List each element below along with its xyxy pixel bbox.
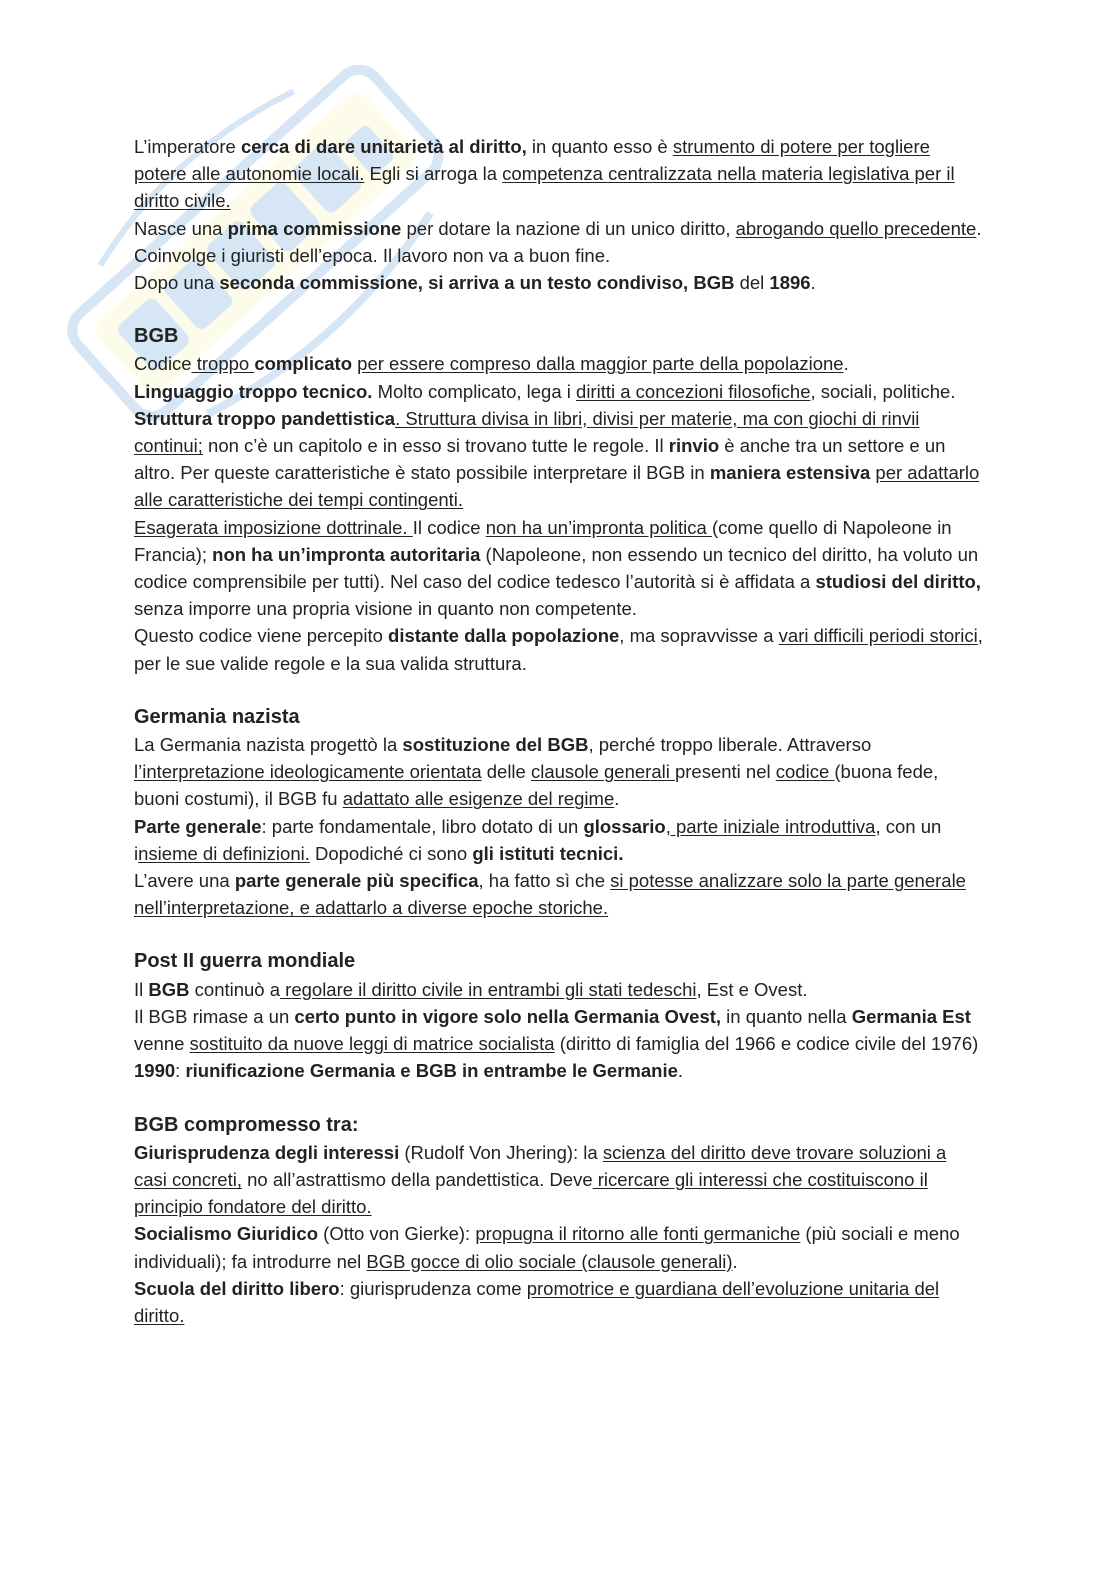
text-run: no all’astrattismo della pandettistica. Deve — [241, 1168, 593, 1190]
text-run: Egli si arroga la — [364, 163, 503, 185]
text-run: . — [677, 1060, 684, 1082]
text-run: . — [843, 353, 849, 375]
underlined-text: nsieme di definizioni. — [138, 842, 310, 864]
text-run: (Napoleone, non essendo un tecnico del diritto, ha voluto un codice comprensibile per tutti). Nel caso del codice tedesco l’autorità si è affidata a — [134, 543, 979, 593]
text-run: continuò a — [189, 978, 281, 1000]
text-run: presenti nel — [674, 761, 776, 783]
text-run: (Rudolf Von Jhering): la — [399, 1141, 603, 1163]
section-paragraph — [134, 622, 984, 676]
text-run: : giurisprudenza come — [339, 1277, 527, 1299]
bold-text: Linguaggio troppo tecnico. — [134, 380, 373, 402]
underlined-text: , parte iniziale introduttiva — [665, 815, 876, 837]
text-run: Nasce una — [134, 217, 228, 239]
section-paragraph — [134, 1220, 984, 1274]
intro-paragraph — [134, 133, 984, 215]
text-run: : parte fondamentale, libro dotato di un — [261, 815, 584, 837]
underlined-text: si potesse analizzare solo la parte generale nell’interpretazione, e adattarlo a diverse epoche storiche. — [134, 870, 966, 919]
underlined-text: competenza centralizzata nella materia legislativa per il diritto civile. — [134, 163, 955, 212]
text-run: Il BGB rimase a un — [134, 1005, 295, 1027]
intro-block — [134, 133, 984, 296]
text-run: è anche tra un settore e un altro. Per queste caratteristiche è stato possibile interpretare il BGB in — [134, 435, 946, 484]
bold-text: studiosi del diritto, — [815, 571, 981, 593]
section-paragraph — [134, 1139, 984, 1221]
text-run: La Germania nazista progettò la — [134, 734, 403, 756]
bold-text: prima commissione — [227, 217, 402, 239]
underlined-text: scienza del diritto deve trovare soluzioni a casi concreti, — [134, 1141, 947, 1190]
text-run: Il codice — [412, 516, 486, 538]
section — [134, 948, 984, 1084]
text-run: . — [810, 272, 816, 294]
text-run: Molto complicato, lega i — [372, 380, 577, 402]
section-paragraph — [134, 350, 984, 377]
section-paragraph — [134, 976, 984, 1003]
bold-text: sostituzione del BGB — [402, 734, 589, 756]
bold-text: certo punto in vigore solo nella Germania Ovest, — [294, 1005, 722, 1027]
bold-text: gli istituti tecnici. — [472, 842, 624, 864]
underlined-text: adattato alle esigenze del regime — [342, 788, 615, 810]
bold-text: maniera estensiva — [709, 462, 871, 484]
bold-text: riunificazione Germania e BGB in entrambe le Germanie — [185, 1060, 678, 1082]
text-run: , perché troppo liberale. Attraverso — [588, 734, 872, 756]
section-paragraph — [134, 867, 984, 921]
text-run: L’imperatore — [134, 136, 241, 157]
text-run: Il — [134, 978, 149, 1000]
section-heading: BGB — [134, 325, 179, 348]
text-run: Dopo una — [134, 272, 220, 294]
text-run: L’avere una — [134, 870, 235, 892]
bold-text: complicato — [254, 353, 353, 375]
text-run: , con un i — [134, 815, 942, 864]
bold-text: Struttura troppo pandettistica — [134, 407, 396, 429]
text-run: venne — [134, 1033, 190, 1055]
text-run: . Coinvolge i giuristi dell’epoca. Il lavoro non va a buon fine. — [134, 217, 982, 266]
text-run: in quanto nella — [721, 1005, 852, 1027]
bold-text: cerca di dare unitarietà al diritto, — [240, 136, 527, 157]
underlined-text: abrogando quello precedente — [735, 217, 977, 239]
bold-text: 1990 — [134, 1060, 176, 1082]
underlined-text: promotrice e guardiana dell’evoluzione unitaria del diritto. — [134, 1277, 940, 1326]
text-run: , ha fatto sì che — [478, 870, 611, 892]
text-run: Questo codice viene percepito — [134, 625, 389, 647]
underlined-text: sostituito da nuove leggi di matrice socialista — [189, 1033, 555, 1055]
text-run: senza imporre una propria visione in quanto non competente. — [134, 598, 637, 620]
text-run: , sociali, politiche. — [810, 380, 956, 402]
text-run: . — [732, 1250, 738, 1272]
underlined-text: regolare il diritto civile in entrambi gli stati tedeschi — [280, 978, 697, 1000]
underlined-text: l’interpretazione ideologicamente orientata — [134, 761, 482, 783]
underlined-text: non ha un’impronta politica — [485, 516, 712, 538]
bold-text: Scuola del diritto libero — [134, 1277, 340, 1299]
section-paragraph — [134, 514, 984, 623]
section — [134, 323, 984, 677]
text-run: , per le sue valide regole e la sua valida struttura. — [134, 625, 983, 674]
text-run: Dopodiché ci sono — [309, 842, 473, 864]
bold-text: rinvio — [668, 435, 720, 457]
section-paragraph — [134, 813, 984, 867]
underlined-text: Esagerata imposizione dottrinale. — [134, 516, 413, 538]
bold-text: 1896 — [769, 272, 811, 294]
underlined-text: per essere compreso dalla maggior parte della popolazione — [357, 353, 844, 375]
underlined-text: per adattarlo alle caratteristiche dei tempi contingenti. — [134, 462, 980, 511]
text-run: , ma sopravvisse a — [619, 625, 779, 647]
text-run: non c’è un capitolo e in esso si trovano tutte le regole. Il — [202, 435, 669, 457]
text-run: in quanto esso è — [526, 136, 673, 157]
text-run: Codice — [134, 353, 192, 375]
bold-text: BGB — [148, 978, 190, 1000]
bold-text: Parte generale — [134, 815, 262, 837]
section-paragraph — [134, 1275, 984, 1329]
document-body — [134, 133, 984, 1329]
bold-text: Giurisprudenza degli interessi — [134, 1141, 400, 1163]
text-run: (più sociali e meno individuali); fa introdurre nel — [134, 1223, 960, 1272]
bold-text: non ha un’impronta autoritaria — [212, 543, 481, 565]
underlined-text: strumento di potere per togliere potere alle autonomie locali. — [134, 136, 930, 185]
bold-text: Socialismo Giuridico — [134, 1223, 319, 1245]
underlined-text: BGB gocce di olio sociale (clausole generali) — [366, 1250, 733, 1272]
section-heading: Post II guerra mondiale — [134, 950, 356, 973]
underlined-text: diritti a concezioni filosofiche — [576, 380, 811, 402]
underlined-text: . Struttura divisa in libri, divisi per materie, ma con giochi di rinvii continui; — [134, 407, 920, 457]
bold-text: distante dalla popolazione — [388, 625, 620, 647]
bold-text: seconda commissione, si arriva a un testo condiviso, BGB — [219, 272, 735, 294]
text-run: (diritto di famiglia del 1966 e codice civile del 1976) — [554, 1033, 979, 1055]
underlined-text: propugna il ritorno alle fonti germaniche — [475, 1223, 801, 1245]
section — [134, 704, 984, 922]
text-run: . — [614, 788, 620, 810]
text-run: (buona fede, buoni costumi), il BGB fu — [134, 761, 939, 810]
text-run: delle — [481, 761, 531, 783]
section-paragraph — [134, 1003, 984, 1057]
section-paragraph — [134, 378, 984, 405]
intro-paragraph — [134, 269, 984, 296]
underlined-text: clausole generali — [530, 761, 675, 783]
underlined-text: vari difficili periodi storici — [778, 625, 978, 647]
bold-text: parte generale più specifica — [234, 870, 479, 892]
sections-container — [134, 323, 984, 1329]
section-heading: Germania nazista — [134, 705, 300, 728]
intro-paragraph — [134, 215, 984, 269]
bold-text: Germania Est — [851, 1005, 971, 1027]
text-run: del — [734, 272, 770, 294]
text-run: (Otto von Gierke): — [318, 1223, 476, 1245]
section-paragraph — [134, 731, 984, 813]
underlined-text: codice — [775, 761, 835, 783]
section-paragraph — [134, 405, 984, 514]
text-run: , Est e Ovest. — [696, 978, 808, 1000]
bold-text: glossario — [583, 815, 666, 837]
text-run: : — [175, 1060, 186, 1082]
underlined-text: ricercare gli interessi che costituiscono il principio fondatore del diritto. — [134, 1168, 928, 1218]
text-run: per dotare la nazione di un unico diritto, — [401, 217, 736, 239]
section — [134, 1112, 984, 1330]
text-run: (come quello di Napoleone in Francia); — [134, 516, 952, 565]
section-paragraph — [134, 1057, 984, 1084]
section-heading: BGB compromesso tra: — [134, 1113, 359, 1136]
underlined-text: troppo — [191, 353, 255, 375]
